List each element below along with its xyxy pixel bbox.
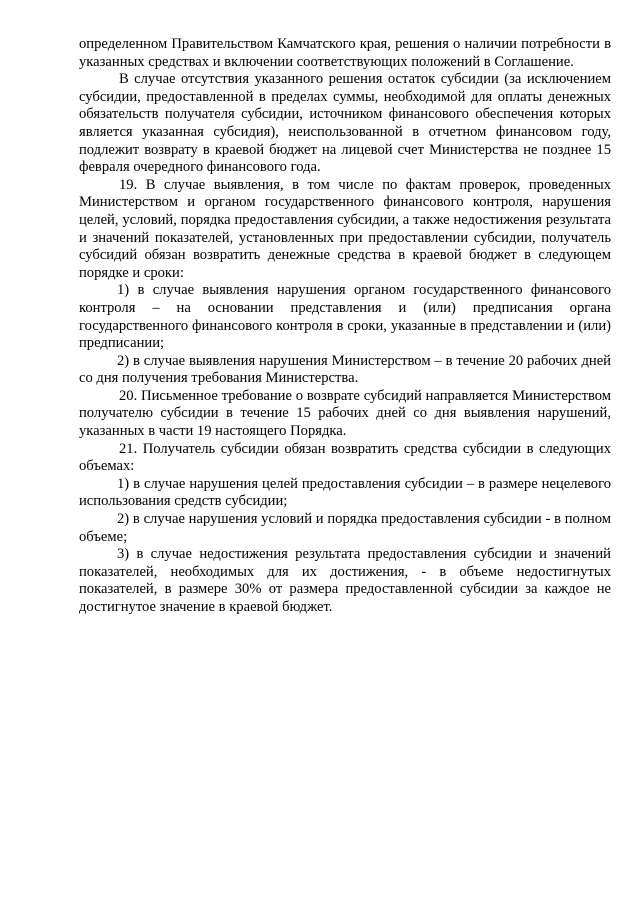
paragraph-21-item-2: 2) в случае нарушения условий и порядка предоставления субсидии - в полном объеме; bbox=[79, 511, 611, 545]
document-page bbox=[79, 36, 611, 617]
paragraph-20: 20. Письменное требование о возврате субсидий направляется Министерством получателю субсидии в течение 15 рабочих дней со дня выявления нарушений, указанных в части 19 настоящего Порядка. bbox=[79, 387, 611, 440]
paragraph-subsidy-remainder: В случае отсутствия указанного решения остаток субсидии (за исключением субсидии, предоставленной в пределах суммы, необходимой для оплаты денежных обязательств получателя субсидии, источником финансового обеспечения которых является указанная субсидия), неиспользованной в отчетном финансовом году, подлежит возврату в краевой бюджет на лицевой счет Министерства не позднее 15 февраля очередного финансового года. bbox=[79, 71, 611, 176]
paragraph-21-item-3: 3) в случае недостижения результата предоставления субсидии и значений показателей, необходимых для их достижения, - в объеме недостигнутых показателей, в размере 30% от размера предоставленной субсидии за каждое не достигнутое значение в краевой бюджет. bbox=[79, 546, 611, 615]
paragraph-19: 19. В случае выявления, в том числе по фактам проверок, проведенных Министерством и органом государственного финансового контроля, нарушения целей, условий, порядка предоставления субсидии, а также недостижения результата и значений показателей, установленных при предоставлении субсидии, получатель субсидий обязан возвратить денежные средства в краевой бюджет в следующем порядке и сроки: bbox=[79, 176, 611, 281]
paragraph-continuation: определенном Правительством Камчатского края, решения о наличии потребности в указанных средствах и включении соответствующих положений в Соглашение. bbox=[79, 36, 611, 70]
paragraph-21: 21. Получатель субсидии обязан возвратить средства субсидии в следующих объемах: bbox=[79, 440, 611, 475]
paragraph-21-item-1: 1) в случае нарушения целей предоставления субсидии – в размере нецелевого использования средств субсидии; bbox=[79, 475, 611, 510]
paragraph-19-item-1: 1) в случае выявления нарушения органом государственного финансового контроля – на основании представления и (или) предписания органа государственного финансового контроля в сроки, указанные в представлении и (или) предписании; bbox=[79, 282, 611, 352]
paragraph-19-item-2: 2) в случае выявления нарушения Министерством – в течение 20 рабочих дней со дня получения требования Министерства. bbox=[79, 352, 611, 387]
